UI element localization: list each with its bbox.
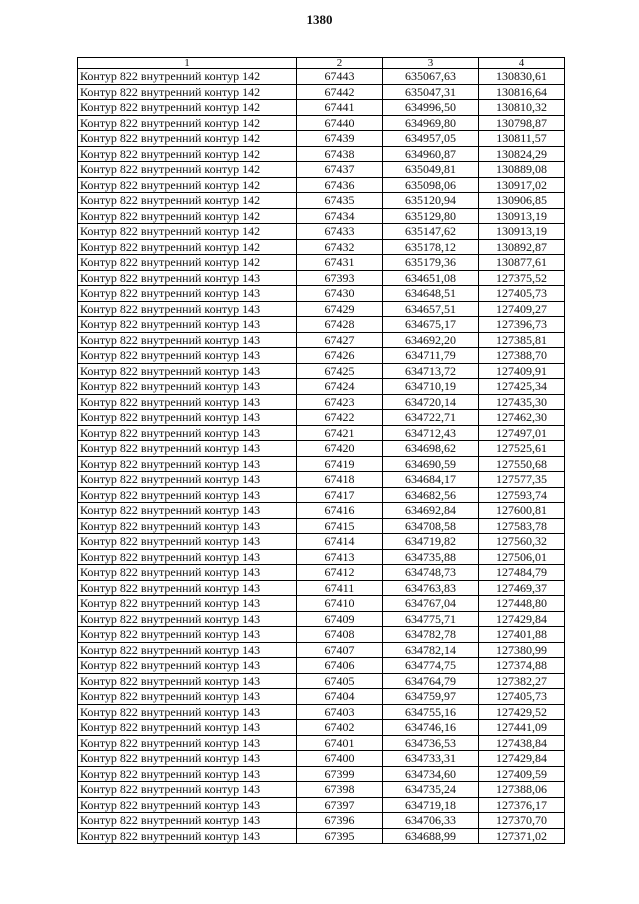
contour-name-cell: Контур 822 внутренний контур 143 bbox=[78, 301, 297, 317]
table-row bbox=[78, 689, 565, 705]
contour-name-cell: Контур 822 внутренний контур 142 bbox=[78, 224, 297, 240]
y-coordinate-cell: 127484,79 bbox=[479, 565, 565, 581]
contour-name-cell: Контур 822 внутренний контур 142 bbox=[78, 208, 297, 224]
x-coordinate-cell: 634736,53 bbox=[383, 735, 479, 751]
x-coordinate-cell: 634759,97 bbox=[383, 689, 479, 705]
contour-name-cell: Контур 822 внутренний контур 142 bbox=[78, 100, 297, 116]
contour-name-cell: Контур 822 внутренний контур 142 bbox=[78, 146, 297, 162]
contour-name-cell: Контур 822 внутренний контур 143 bbox=[78, 658, 297, 674]
x-coordinate-cell: 634782,14 bbox=[383, 642, 479, 658]
table-row bbox=[78, 348, 565, 364]
coordinates-table bbox=[77, 57, 565, 844]
point-number-cell: 67432 bbox=[297, 239, 383, 255]
x-coordinate-cell: 634692,84 bbox=[383, 503, 479, 519]
point-number-cell: 67405 bbox=[297, 673, 383, 689]
point-number-cell: 67429 bbox=[297, 301, 383, 317]
point-number-cell: 67426 bbox=[297, 348, 383, 364]
y-coordinate-cell: 127525,61 bbox=[479, 441, 565, 457]
point-number-cell: 67412 bbox=[297, 565, 383, 581]
point-number-cell: 67439 bbox=[297, 131, 383, 147]
contour-name-cell: Контур 822 внутренний контур 143 bbox=[78, 704, 297, 720]
contour-name-cell: Контур 822 внутренний контур 143 bbox=[78, 456, 297, 472]
y-coordinate-cell: 127448,80 bbox=[479, 596, 565, 612]
y-coordinate-cell: 127462,30 bbox=[479, 410, 565, 426]
contour-name-cell: Контур 822 внутренний контур 143 bbox=[78, 611, 297, 627]
table-row bbox=[78, 611, 565, 627]
contour-name-cell: Контур 822 внутренний контур 143 bbox=[78, 410, 297, 426]
header-row bbox=[78, 58, 565, 69]
y-coordinate-cell: 127371,02 bbox=[479, 828, 565, 844]
contour-name-cell: Контур 822 внутренний контур 143 bbox=[78, 565, 297, 581]
y-coordinate-cell: 127438,84 bbox=[479, 735, 565, 751]
point-number-cell: 67423 bbox=[297, 394, 383, 410]
y-coordinate-cell: 127469,37 bbox=[479, 580, 565, 596]
y-coordinate-cell: 127435,30 bbox=[479, 394, 565, 410]
x-coordinate-cell: 635098,06 bbox=[383, 177, 479, 193]
contour-name-cell: Контур 822 внутренний контур 143 bbox=[78, 534, 297, 550]
y-coordinate-cell: 127497,01 bbox=[479, 425, 565, 441]
y-coordinate-cell: 127401,88 bbox=[479, 627, 565, 643]
table-row bbox=[78, 503, 565, 519]
contour-name-cell: Контур 822 внутренний контур 143 bbox=[78, 751, 297, 767]
y-coordinate-cell: 127374,88 bbox=[479, 658, 565, 674]
x-coordinate-cell: 634719,18 bbox=[383, 797, 479, 813]
x-coordinate-cell: 634775,71 bbox=[383, 611, 479, 627]
point-number-cell: 67433 bbox=[297, 224, 383, 240]
point-number-cell: 67434 bbox=[297, 208, 383, 224]
contour-name-cell: Контур 822 внутренний контур 143 bbox=[78, 828, 297, 844]
table-row bbox=[78, 317, 565, 333]
y-coordinate-cell: 127425,34 bbox=[479, 379, 565, 395]
y-coordinate-cell: 127388,70 bbox=[479, 348, 565, 364]
x-coordinate-cell: 634763,83 bbox=[383, 580, 479, 596]
x-coordinate-cell: 634722,71 bbox=[383, 410, 479, 426]
contour-name-cell: Контур 822 внутренний контур 143 bbox=[78, 580, 297, 596]
table-row bbox=[78, 673, 565, 689]
y-coordinate-cell: 130824,29 bbox=[479, 146, 565, 162]
contour-name-cell: Контур 822 внутренний контур 143 bbox=[78, 332, 297, 348]
point-number-cell: 67430 bbox=[297, 286, 383, 302]
table-row bbox=[78, 162, 565, 178]
x-coordinate-cell: 634648,51 bbox=[383, 286, 479, 302]
contour-name-cell: Контур 822 внутренний контур 143 bbox=[78, 379, 297, 395]
point-number-cell: 67419 bbox=[297, 456, 383, 472]
point-number-cell: 67400 bbox=[297, 751, 383, 767]
contour-name-cell: Контур 822 внутренний контур 143 bbox=[78, 813, 297, 829]
point-number-cell: 67404 bbox=[297, 689, 383, 705]
y-coordinate-cell: 127429,84 bbox=[479, 611, 565, 627]
point-number-cell: 67418 bbox=[297, 472, 383, 488]
contour-name-cell: Контур 822 внутренний контур 143 bbox=[78, 766, 297, 782]
contour-name-cell: Контур 822 внутренний контур 143 bbox=[78, 642, 297, 658]
y-coordinate-cell: 127409,27 bbox=[479, 301, 565, 317]
contour-name-cell: Контур 822 внутренний контур 142 bbox=[78, 131, 297, 147]
point-number-cell: 67427 bbox=[297, 332, 383, 348]
y-coordinate-cell: 127382,27 bbox=[479, 673, 565, 689]
table-row bbox=[78, 751, 565, 767]
table-row bbox=[78, 518, 565, 534]
x-coordinate-cell: 634957,05 bbox=[383, 131, 479, 147]
x-coordinate-cell: 635178,12 bbox=[383, 239, 479, 255]
table-row bbox=[78, 766, 565, 782]
contour-name-cell: Контур 822 внутренний контур 143 bbox=[78, 673, 297, 689]
x-coordinate-cell: 634767,04 bbox=[383, 596, 479, 612]
y-coordinate-cell: 127380,99 bbox=[479, 642, 565, 658]
contour-name-cell: Контур 822 внутренний контур 143 bbox=[78, 782, 297, 798]
contour-name-cell: Контур 822 внутренний контур 143 bbox=[78, 363, 297, 379]
point-number-cell: 67420 bbox=[297, 441, 383, 457]
x-coordinate-cell: 634755,16 bbox=[383, 704, 479, 720]
x-coordinate-cell: 634684,17 bbox=[383, 472, 479, 488]
table-row bbox=[78, 549, 565, 565]
table-row bbox=[78, 720, 565, 736]
x-coordinate-cell: 634675,17 bbox=[383, 317, 479, 333]
point-number-cell: 67436 bbox=[297, 177, 383, 193]
x-coordinate-cell: 634708,58 bbox=[383, 518, 479, 534]
contour-name-cell: Контур 822 внутренний контур 142 bbox=[78, 162, 297, 178]
table-row bbox=[78, 642, 565, 658]
x-coordinate-cell: 634764,79 bbox=[383, 673, 479, 689]
contour-name-cell: Контур 822 внутренний контур 143 bbox=[78, 549, 297, 565]
table-row bbox=[78, 100, 565, 116]
point-number-cell: 67407 bbox=[297, 642, 383, 658]
contour-name-cell: Контур 822 внутренний контур 142 bbox=[78, 177, 297, 193]
y-coordinate-cell: 127429,84 bbox=[479, 751, 565, 767]
contour-name-cell: Контур 822 внутренний контур 143 bbox=[78, 441, 297, 457]
table-row bbox=[78, 797, 565, 813]
column-header-4: 4 bbox=[479, 58, 565, 69]
point-number-cell: 67406 bbox=[297, 658, 383, 674]
y-coordinate-cell: 130877,61 bbox=[479, 255, 565, 271]
table-row bbox=[78, 658, 565, 674]
point-number-cell: 67411 bbox=[297, 580, 383, 596]
y-coordinate-cell: 130889,08 bbox=[479, 162, 565, 178]
x-coordinate-cell: 634713,72 bbox=[383, 363, 479, 379]
table-row bbox=[78, 270, 565, 286]
x-coordinate-cell: 634682,56 bbox=[383, 487, 479, 503]
contour-name-cell: Контур 822 внутренний контур 142 bbox=[78, 239, 297, 255]
point-number-cell: 67409 bbox=[297, 611, 383, 627]
point-number-cell: 67414 bbox=[297, 534, 383, 550]
table-row bbox=[78, 704, 565, 720]
table-row bbox=[78, 410, 565, 426]
y-coordinate-cell: 127600,81 bbox=[479, 503, 565, 519]
y-coordinate-cell: 127583,78 bbox=[479, 518, 565, 534]
point-number-cell: 67397 bbox=[297, 797, 383, 813]
y-coordinate-cell: 127550,68 bbox=[479, 456, 565, 472]
table-row bbox=[78, 472, 565, 488]
y-coordinate-cell: 127375,52 bbox=[479, 270, 565, 286]
x-coordinate-cell: 634692,20 bbox=[383, 332, 479, 348]
table-row bbox=[78, 193, 565, 209]
table-row bbox=[78, 441, 565, 457]
x-coordinate-cell: 634748,73 bbox=[383, 565, 479, 581]
x-coordinate-cell: 634712,43 bbox=[383, 425, 479, 441]
point-number-cell: 67408 bbox=[297, 627, 383, 643]
y-coordinate-cell: 127441,09 bbox=[479, 720, 565, 736]
column-header-2: 2 bbox=[297, 58, 383, 69]
table-row bbox=[78, 627, 565, 643]
x-coordinate-cell: 634698,62 bbox=[383, 441, 479, 457]
contour-name-cell: Контур 822 внутренний контур 142 bbox=[78, 193, 297, 209]
x-coordinate-cell: 634720,14 bbox=[383, 394, 479, 410]
point-number-cell: 67416 bbox=[297, 503, 383, 519]
point-number-cell: 67395 bbox=[297, 828, 383, 844]
y-coordinate-cell: 130798,87 bbox=[479, 115, 565, 131]
contour-name-cell: Контур 822 внутренний контур 143 bbox=[78, 487, 297, 503]
point-number-cell: 67431 bbox=[297, 255, 383, 271]
point-number-cell: 67438 bbox=[297, 146, 383, 162]
contour-name-cell: Контур 822 внутренний контур 143 bbox=[78, 472, 297, 488]
x-coordinate-cell: 634651,08 bbox=[383, 270, 479, 286]
point-number-cell: 67402 bbox=[297, 720, 383, 736]
point-number-cell: 67443 bbox=[297, 69, 383, 85]
x-coordinate-cell: 634733,31 bbox=[383, 751, 479, 767]
x-coordinate-cell: 635067,63 bbox=[383, 69, 479, 85]
table-row bbox=[78, 580, 565, 596]
y-coordinate-cell: 127396,73 bbox=[479, 317, 565, 333]
table-row bbox=[78, 146, 565, 162]
x-coordinate-cell: 635147,62 bbox=[383, 224, 479, 240]
table-body bbox=[78, 69, 565, 844]
table-header bbox=[78, 58, 565, 69]
y-coordinate-cell: 127388,06 bbox=[479, 782, 565, 798]
table-row bbox=[78, 286, 565, 302]
contour-name-cell: Контур 822 внутренний контур 143 bbox=[78, 720, 297, 736]
point-number-cell: 67398 bbox=[297, 782, 383, 798]
contour-name-cell: Контур 822 внутренний контур 143 bbox=[78, 797, 297, 813]
table-row bbox=[78, 425, 565, 441]
table-row bbox=[78, 735, 565, 751]
table-row bbox=[78, 828, 565, 844]
y-coordinate-cell: 130816,64 bbox=[479, 84, 565, 100]
point-number-cell: 67441 bbox=[297, 100, 383, 116]
x-coordinate-cell: 635129,80 bbox=[383, 208, 479, 224]
x-coordinate-cell: 634782,78 bbox=[383, 627, 479, 643]
y-coordinate-cell: 127560,32 bbox=[479, 534, 565, 550]
y-coordinate-cell: 130811,57 bbox=[479, 131, 565, 147]
point-number-cell: 67401 bbox=[297, 735, 383, 751]
y-coordinate-cell: 130810,32 bbox=[479, 100, 565, 116]
y-coordinate-cell: 127577,35 bbox=[479, 472, 565, 488]
column-header-3: 3 bbox=[383, 58, 479, 69]
y-coordinate-cell: 130906,85 bbox=[479, 193, 565, 209]
table-row bbox=[78, 565, 565, 581]
point-number-cell: 67421 bbox=[297, 425, 383, 441]
point-number-cell: 67415 bbox=[297, 518, 383, 534]
point-number-cell: 67437 bbox=[297, 162, 383, 178]
y-coordinate-cell: 130913,19 bbox=[479, 208, 565, 224]
x-coordinate-cell: 635120,94 bbox=[383, 193, 479, 209]
point-number-cell: 67417 bbox=[297, 487, 383, 503]
contour-name-cell: Контур 822 внутренний контур 143 bbox=[78, 518, 297, 534]
x-coordinate-cell: 634735,24 bbox=[383, 782, 479, 798]
point-number-cell: 67410 bbox=[297, 596, 383, 612]
x-coordinate-cell: 634719,82 bbox=[383, 534, 479, 550]
contour-name-cell: Контур 822 внутренний контур 143 bbox=[78, 317, 297, 333]
x-coordinate-cell: 634746,16 bbox=[383, 720, 479, 736]
point-number-cell: 67399 bbox=[297, 766, 383, 782]
table-row bbox=[78, 332, 565, 348]
y-coordinate-cell: 130892,87 bbox=[479, 239, 565, 255]
point-number-cell: 67403 bbox=[297, 704, 383, 720]
x-coordinate-cell: 635179,36 bbox=[383, 255, 479, 271]
contour-name-cell: Контур 822 внутренний контур 143 bbox=[78, 270, 297, 286]
contour-name-cell: Контур 822 внутренний контур 143 bbox=[78, 348, 297, 364]
table-row bbox=[78, 131, 565, 147]
y-coordinate-cell: 127593,74 bbox=[479, 487, 565, 503]
table-row bbox=[78, 84, 565, 100]
table-row bbox=[78, 255, 565, 271]
table-row bbox=[78, 177, 565, 193]
x-coordinate-cell: 634969,80 bbox=[383, 115, 479, 131]
y-coordinate-cell: 127429,52 bbox=[479, 704, 565, 720]
contour-name-cell: Контур 822 внутренний контур 143 bbox=[78, 689, 297, 705]
y-coordinate-cell: 127370,70 bbox=[479, 813, 565, 829]
contour-name-cell: Контур 822 внутренний контур 142 bbox=[78, 69, 297, 85]
table-row bbox=[78, 239, 565, 255]
x-coordinate-cell: 634735,88 bbox=[383, 549, 479, 565]
point-number-cell: 67442 bbox=[297, 84, 383, 100]
y-coordinate-cell: 127405,73 bbox=[479, 689, 565, 705]
x-coordinate-cell: 634710,19 bbox=[383, 379, 479, 395]
table-row bbox=[78, 456, 565, 472]
contour-name-cell: Контур 822 внутренний контур 142 bbox=[78, 255, 297, 271]
point-number-cell: 67440 bbox=[297, 115, 383, 131]
contour-name-cell: Контур 822 внутренний контур 142 bbox=[78, 115, 297, 131]
y-coordinate-cell: 130917,02 bbox=[479, 177, 565, 193]
x-coordinate-cell: 634688,99 bbox=[383, 828, 479, 844]
x-coordinate-cell: 634774,75 bbox=[383, 658, 479, 674]
y-coordinate-cell: 130913,19 bbox=[479, 224, 565, 240]
contour-name-cell: Контур 822 внутренний контур 143 bbox=[78, 596, 297, 612]
table-row bbox=[78, 487, 565, 503]
y-coordinate-cell: 127409,91 bbox=[479, 363, 565, 379]
contour-name-cell: Контур 822 внутренний контур 142 bbox=[78, 84, 297, 100]
table-row bbox=[78, 394, 565, 410]
contour-name-cell: Контур 822 внутренний контур 143 bbox=[78, 394, 297, 410]
table-row bbox=[78, 534, 565, 550]
x-coordinate-cell: 634706,33 bbox=[383, 813, 479, 829]
y-coordinate-cell: 127409,59 bbox=[479, 766, 565, 782]
table-row bbox=[78, 208, 565, 224]
point-number-cell: 67422 bbox=[297, 410, 383, 426]
table-row bbox=[78, 69, 565, 85]
table-row bbox=[78, 301, 565, 317]
contour-name-cell: Контур 822 внутренний контур 143 bbox=[78, 286, 297, 302]
x-coordinate-cell: 634996,50 bbox=[383, 100, 479, 116]
page-number: 1380 bbox=[306, 12, 333, 27]
contour-name-cell: Контур 822 внутренний контур 143 bbox=[78, 735, 297, 751]
point-number-cell: 67413 bbox=[297, 549, 383, 565]
table-row bbox=[78, 224, 565, 240]
point-number-cell: 67428 bbox=[297, 317, 383, 333]
y-coordinate-cell: 127506,01 bbox=[479, 549, 565, 565]
contour-name-cell: Контур 822 внутренний контур 143 bbox=[78, 627, 297, 643]
table-row bbox=[78, 115, 565, 131]
table-row bbox=[78, 379, 565, 395]
point-number-cell: 67425 bbox=[297, 363, 383, 379]
y-coordinate-cell: 127405,73 bbox=[479, 286, 565, 302]
x-coordinate-cell: 635047,31 bbox=[383, 84, 479, 100]
point-number-cell: 67393 bbox=[297, 270, 383, 286]
point-number-cell: 67435 bbox=[297, 193, 383, 209]
x-coordinate-cell: 634734,60 bbox=[383, 766, 479, 782]
x-coordinate-cell: 634690,59 bbox=[383, 456, 479, 472]
table-row bbox=[78, 782, 565, 798]
table-row bbox=[78, 363, 565, 379]
column-header-1: 1 bbox=[78, 58, 297, 69]
y-coordinate-cell: 127385,81 bbox=[479, 332, 565, 348]
point-number-cell: 67396 bbox=[297, 813, 383, 829]
x-coordinate-cell: 635049,81 bbox=[383, 162, 479, 178]
y-coordinate-cell: 127376,17 bbox=[479, 797, 565, 813]
contour-name-cell: Контур 822 внутренний контур 143 bbox=[78, 503, 297, 519]
point-number-cell: 67424 bbox=[297, 379, 383, 395]
x-coordinate-cell: 634711,79 bbox=[383, 348, 479, 364]
y-coordinate-cell: 130830,61 bbox=[479, 69, 565, 85]
table-row bbox=[78, 596, 565, 612]
x-coordinate-cell: 634657,51 bbox=[383, 301, 479, 317]
contour-name-cell: Контур 822 внутренний контур 143 bbox=[78, 425, 297, 441]
x-coordinate-cell: 634960,87 bbox=[383, 146, 479, 162]
table-row bbox=[78, 813, 565, 829]
